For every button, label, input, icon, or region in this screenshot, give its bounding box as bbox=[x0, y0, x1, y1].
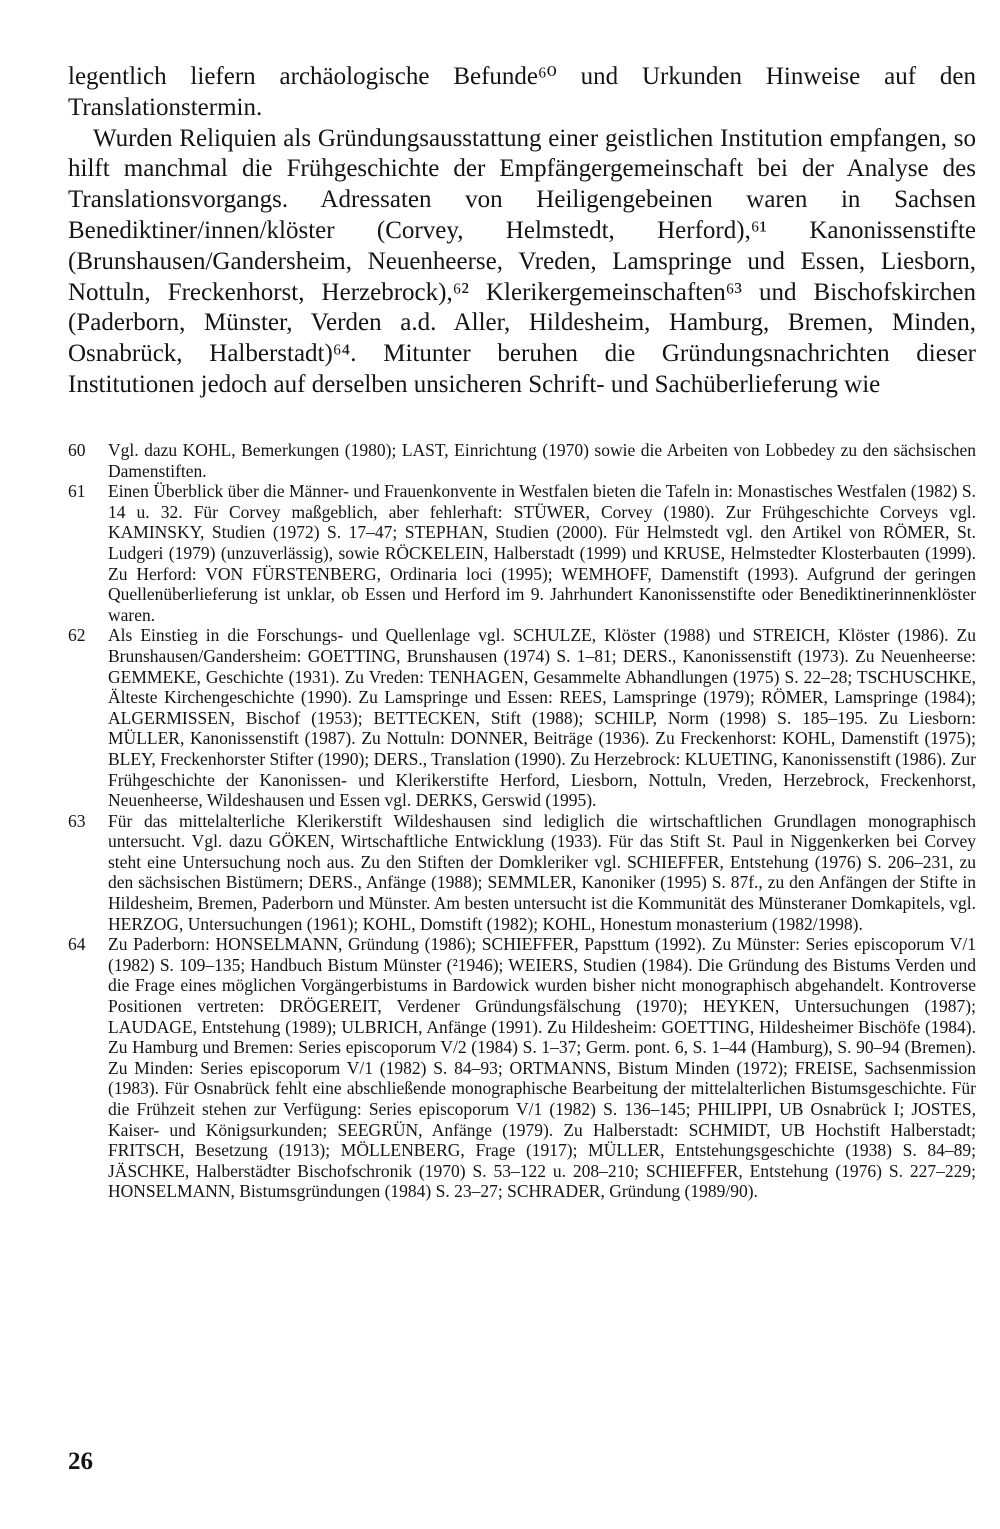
footnote-number: 60 bbox=[68, 440, 86, 460]
footnote bbox=[68, 811, 976, 935]
footnote-number: 64 bbox=[68, 934, 86, 955]
footnote-number: 61 bbox=[68, 481, 86, 502]
footnote bbox=[68, 625, 976, 810]
footnote-text: Einen Überblick über die Männer- und Frauenkonvente in Westfalen bieten die Tafeln in: Monastisches Westfalen (1982) S. 14 u. 32. Für Corvey maßgeblich, aber fehlerhaft: STÜWER, Corvey (1980). Zur Frühgeschichte Corveys vgl. KAMINSKY, Studien (1972) S. 17–47; STEPHAN, Studien (2000). Für Helmstedt vgl. den Artikel von RÖMER, St. Ludgeri (1979) (unzuverlässig), sowie RÖCKELEIN, Halberstadt (1999) und KRUSE, Helmstedter Klosterbauten (1999). Zu Herford: VON FÜRSTENBERG, Ordinaria loci (1995); WEMHOFF, Damenstift (1993). Aufgrund der geringen Quellenüberlieferung ist unklar, ob Essen und Herford im 9. Jahrhundert Kanonissenstifte oder Benediktinerinnenklöster waren. bbox=[108, 481, 976, 625]
footnote-number: 62 bbox=[68, 625, 86, 646]
main-text bbox=[68, 62, 976, 401]
body-paragraph: legentlich liefern archäologische Befunde⁶⁰ und Urkunden Hinweise auf den Translationstermin. bbox=[68, 63, 976, 121]
body-paragraph: Wurden Reliquien als Gründungsausstattung einer geistlichen Institution empfangen, so hilft manchmal die Frühgeschichte der Empfängergemeinschaft bei der Analyse des Translationsvorgangs. Adressaten von Heiligengebeinen waren in Sachsen Benediktiner/innen/klöster (Corvey, Helmstedt, Herford),⁶¹ Kanonissenstifte (Brunshausen/Gandersheim, Neuenheerse, Vreden, Lamspringe und Essen, Liesborn, Nottuln, Freckenhorst, Herzebrock),⁶² Klerikergemeinschaften⁶³ und Bischofskirchen (Paderborn, Münster, Verden a.d. Aller, Hildesheim, Hamburg, Bremen, Minden, Osnabrück, Halberstadt)⁶⁴. Mitunter beruhen die Gründungsnachrichten dieser Institutionen jedoch auf derselben unsicheren Schrift- und Sachüberlieferung wie bbox=[68, 124, 976, 398]
footnote bbox=[68, 481, 976, 625]
footnotes bbox=[68, 440, 976, 1202]
footnote-number: 63 bbox=[68, 810, 86, 831]
footnote bbox=[68, 440, 976, 481]
page-number: 26 bbox=[68, 1448, 93, 1475]
footnote-text: Für das mittelalterliche Klerikerstift Wildeshausen sind lediglich die wirtschaftlichen Grundlagen monographisch untersucht. Vgl. dazu GÖKEN, Wirtschaftliche Entwicklung (1933). Für das Stift St. Paul in Niggenkerken bei Corvey steht eine Untersuchung noch aus. Zu den Stiften der Domkleriker vgl. SCHIEFFER, Entstehung (1976) S. 206–231, zu den sächsischen Bistümern; DERS., Anfänge (1988); SEMMLER, Kanoniker (1995) S. 87f., zu den Anfängen der Stifte in Hildesheim, Bremen, Paderborn und Münster. Am besten untersucht ist die Kommunität des Münsteraner Domkapitels, vgl. HERZOG, Untersuchungen (1961); KOHL, Domstift (1982); KOHL, Honestum monasterium (1982/1998). bbox=[108, 810, 976, 934]
footnote-text: Zu Paderborn: HONSELMANN, Gründung (1986); SCHIEFFER, Papsttum (1992). Zu Münster: Series episcoporum V/1 (1982) S. 109–135; Handbuch Bistum Münster (²1946); WEIERS, Studien (1984). Die Gründung des Bistums Verden und die Frage eines möglichen Vorgängerbistums in Bardowick wurden bisher nicht monographisch abgehandelt. Kontroverse Positionen vertreten: DRÖGEREIT, Verdener Gründungsfälschung (1970); HEYKEN, Untersuchungen (1987); LAUDAGE, Entstehung (1989); ULBRICH, Anfänge (1991). Zu Hildesheim: GOETTING, Hildesheimer Bischöfe (1984). Zu Hamburg und Bremen: Series episcoporum V/2 (1984) S. 1–37; Germ. pont. 6, S. 1–44 (Hamburg), S. 90–94 (Bremen). Zu Minden: Series episcoporum V/1 (1982) S. 84–93; ORTMANNS, Bistum Minden (1972); FREISE, Sachsenmission (1983). Für Osnabrück fehlt eine abschließende monographische Bearbeitung der mittelalterlichen Bistumsgeschichte. Für die Frühzeit stehen zur Verfügung: Series episcoporum V/1 (1982) S. 136–145; PHILIPPI, UB Osnabrück I; JOSTES, Kaiser- und Königsurkunden; SEEGRÜN, Anfänge (1979). Zu Halberstadt: SCHMIDT, UB Hochstift Halberstadt; FRITSCH, Besetzung (1913); MÖLLENBERG, Frage (1917); MÜLLER, Entstehungsgeschichte (1938) S. 84–89; JÄSCHKE, Halberstädter Bischofschronik (1970) S. 53–122 u. 208–210; SCHIEFFER, Entstehung (1976) S. 227–229; HONSELMANN, Bistumsgründungen (1984) S. 23–27; SCHRADER, Gründung (1989/90). bbox=[108, 934, 976, 1202]
footnote bbox=[68, 934, 976, 1202]
footnote-text: Als Einstieg in die Forschungs- und Quellenlage vgl. SCHULZE, Klöster (1988) und STREICH, Klöster (1986). Zu Brunshausen/Gandersheim: GOETTING, Brunshausen (1974) S. 1–81; DERS., Kanonissenstift (1973). Zu Neuenheerse: GEMMEKE, Geschichte (1931). Zu Vreden: TENHAGEN, Gesammelte Abhandlungen (1975) S. 22–28; TSCHUSCHKE, Älteste Kirchengeschichte (1990). Zu Lamspringe und Essen: REES, Lamspringe (1979); RÖMER, Lamspringe (1984); ALGERMISSEN, Bischof (1953); BETTECKEN, Stift (1988); SCHILP, Norm (1998) S. 185–195. Zu Liesborn: MÜLLER, Kanonissenstift (1987). Zu Nottuln: DONNER, Beiträge (1936). Zu Freckenhorst: KOHL, Damenstift (1975); BLEY, Freckenhorster Stifter (1990); DERS., Translation (1990). Zu Herzebrock: KLUETING, Kanonissenstift (1986). Zur Frühgeschichte der Kanonissen- und Klerikerstifte Herford, Liesborn, Nottuln, Vreden, Herzebrock, Freckenhorst, Neuenheerse, Wildeshausen und Essen vgl. DERKS, Gerswid (1995). bbox=[108, 625, 976, 811]
footnote-text: Vgl. dazu KOHL, Bemerkungen (1980); LAST, Einrichtung (1970) sowie die Arbeiten von Lobbedey zu den sächsischen Damenstiften. bbox=[108, 440, 976, 481]
